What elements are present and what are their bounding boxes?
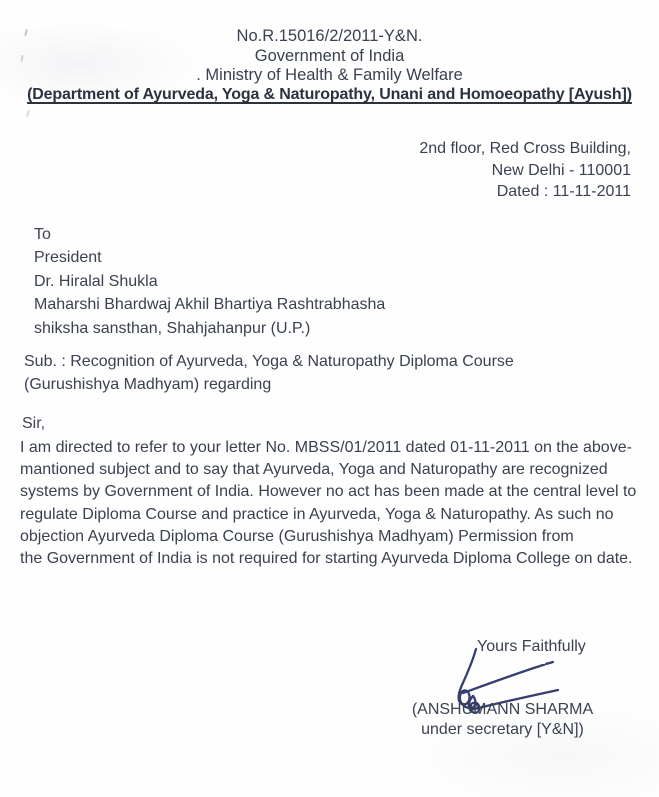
body-line: systems by Government of India. However no act has been made at the central level to — [20, 483, 637, 501]
body-line: I am directed to refer to your letter No. MBSS/01/2011 dated 01-11-2011 on the above- — [20, 439, 632, 456]
signatory-title: under secretary [Y&N]) — [421, 720, 584, 738]
sender-address-block — [419, 138, 631, 203]
scan-artifact — [26, 110, 30, 117]
subject-line: (Gurushishya Madhyam) regarding — [24, 375, 272, 393]
body-line: the Government of India is not required for starting Ayurveda Diploma College on date. — [20, 550, 633, 568]
recipient-line: President — [34, 249, 102, 267]
address-line: New Delhi - 110001 — [491, 161, 631, 179]
recipient-line: shiksha sansthan, Shahjahanpur (U.P.) — [34, 319, 311, 337]
body-paragraph — [20, 437, 640, 570]
subject-line: Sub. : Recognition of Ayurveda, Yoga & Naturopathy Diploma Course — [24, 353, 514, 370]
letter-date: Dated : 11-11-2011 — [496, 183, 631, 200]
header-ministry: . Ministry of Health & Family Welfare — [196, 66, 463, 84]
recipient-line: Maharshi Bhardwaj Akhil Bhartiya Rashtrabhasha — [34, 296, 386, 314]
body-line: objection Ayurveda Diploma Course (Gurushishya Madhyam) Permission from — [20, 527, 574, 545]
salutation: Sir, — [22, 415, 46, 432]
signatory-block — [385, 700, 620, 739]
header-government: Government of India — [254, 47, 405, 65]
address-line: 2nd floor, Red Cross Building, — [419, 140, 631, 157]
letter-reference-number: No.R.15016/2/2011-Y&N. — [236, 27, 423, 45]
recipient-block — [34, 223, 385, 340]
header-department: (Department of Ayurveda, Yoga & Naturopathy, Unani and Homoeopathy [Ayush]) — [27, 86, 632, 103]
signatory-name: (ANSHUMANN SHARMA — [411, 701, 594, 718]
subject-block — [24, 351, 514, 396]
body-line: regulate Diploma Course and practice in Ayurveda, Yoga & Naturopathy. As such no — [20, 505, 614, 523]
body-line: mantioned subject and to say that Ayurveda, Yoga and Naturopathy are recognized — [20, 461, 608, 479]
recipient-line: Dr. Hiralal Shukla — [34, 272, 158, 290]
valediction: Yours Faithfully — [477, 638, 586, 655]
recipient-line: To — [34, 226, 51, 243]
